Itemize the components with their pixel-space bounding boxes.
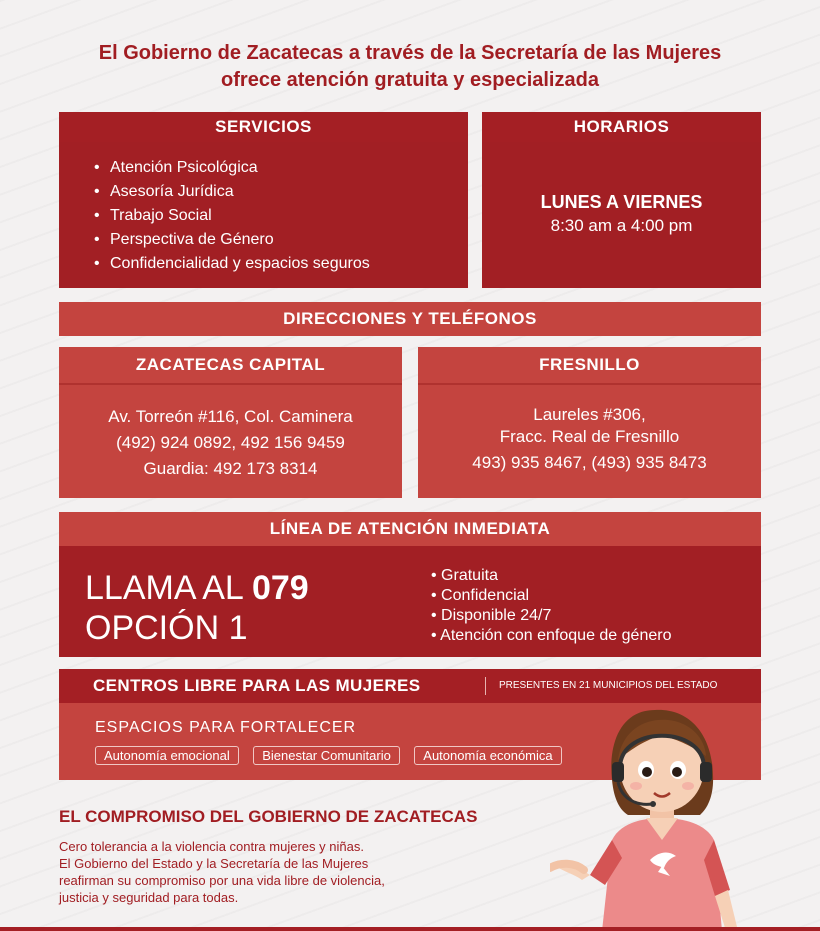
zacatecas-body [59,385,402,498]
servicios-list [59,142,468,276]
text-line: justicia y seguridad para todas. [59,890,239,905]
page-title [0,40,820,94]
text-line: reafirman su compromiso por una vida libre de violencia, [59,873,385,888]
text-line: Cero tolerancia a la violencia contra mujeres y niñas. [59,839,364,854]
fresnillo-panel [418,347,761,498]
address-line: Laureles #306, [533,405,646,424]
list-item: • Asesoría Jurídica [110,180,468,204]
servicios-title: SERVICIOS [59,112,468,142]
pill-autonomia-economica: Autonomía económica [414,746,561,765]
text-line: El Gobierno del Estado y la Secretaría de las Mujeres [59,856,369,871]
centros-title: CENTROS LIBRE PARA LAS MUJERES [93,676,421,695]
guardia-line: Guardia: 492 173 8314 [143,459,318,478]
list-item: • Disponible 24/7 [431,606,671,626]
list-item: • Confidencialidad y espacios seguros [110,252,468,276]
address-line: Av. Torreón #116, Col. Caminera [108,407,353,426]
centros-subtitle: PRESENTES EN 21 MUNICIPIOS DEL ESTADO [499,680,718,691]
call-option: OPCIÓN 1 [85,609,248,647]
horarios-hours: 8:30 am a 4:00 pm [550,216,693,235]
direcciones-title: DIRECCIONES Y TELÉFONOS [59,302,761,336]
horarios-body [482,142,761,288]
list-item: • Trabajo Social [110,204,468,228]
title-line-1: El Gobierno de Zacatecas a través de la Secretaría de las Mujeres [98,42,722,64]
zacatecas-panel [59,347,402,498]
call-number: 079 [251,569,309,607]
fresnillo-body [418,385,761,498]
phone-line: 493) 935 8467, (493) 935 8473 [472,453,707,472]
divider [485,677,486,695]
fresnillo-title: FRESNILLO [418,347,761,385]
footer-bar [0,927,820,931]
horarios-days: LUNES A VIERNES [540,192,703,212]
horarios-title: HORARIOS [482,112,761,142]
operator-woman-headset-icon [550,690,780,931]
linea-body [59,546,761,657]
espacios-label: ESPACIOS PARA FORTALECER [95,719,357,736]
list-item: • Gratuita [431,566,671,586]
pill-autonomia-emocional: Autonomía emocional [95,746,239,765]
call-text [85,568,309,648]
pills-row [95,746,572,765]
pill-bienestar-comunitario: Bienestar Comunitario [253,746,400,765]
list-item: • Atención con enfoque de género [431,626,671,646]
compromiso-title: EL COMPROMISO DEL GOBIERNO DE ZACATECAS [59,807,478,826]
servicios-panel [59,112,468,288]
compromiso-section [59,806,579,906]
linea-panel [59,512,761,657]
title-line-2: ofrece atención gratuita y especializada [221,69,599,91]
list-item: • Atención Psicológica [110,156,468,180]
list-item: • Confidencial [431,586,671,606]
address-line: Fracc. Real de Fresnillo [499,427,680,446]
linea-list [431,566,671,646]
list-item: • Perspectiva de Género [110,228,468,252]
zacatecas-title: ZACATECAS CAPITAL [59,347,402,385]
linea-title: LÍNEA DE ATENCIÓN INMEDIATA [59,512,761,546]
call-prefix: LLAMA AL [85,569,252,607]
horarios-panel [482,112,761,288]
phone-line: (492) 924 0892, 492 156 9459 [116,433,345,452]
compromiso-text [59,838,579,906]
servicios-body [59,142,468,288]
